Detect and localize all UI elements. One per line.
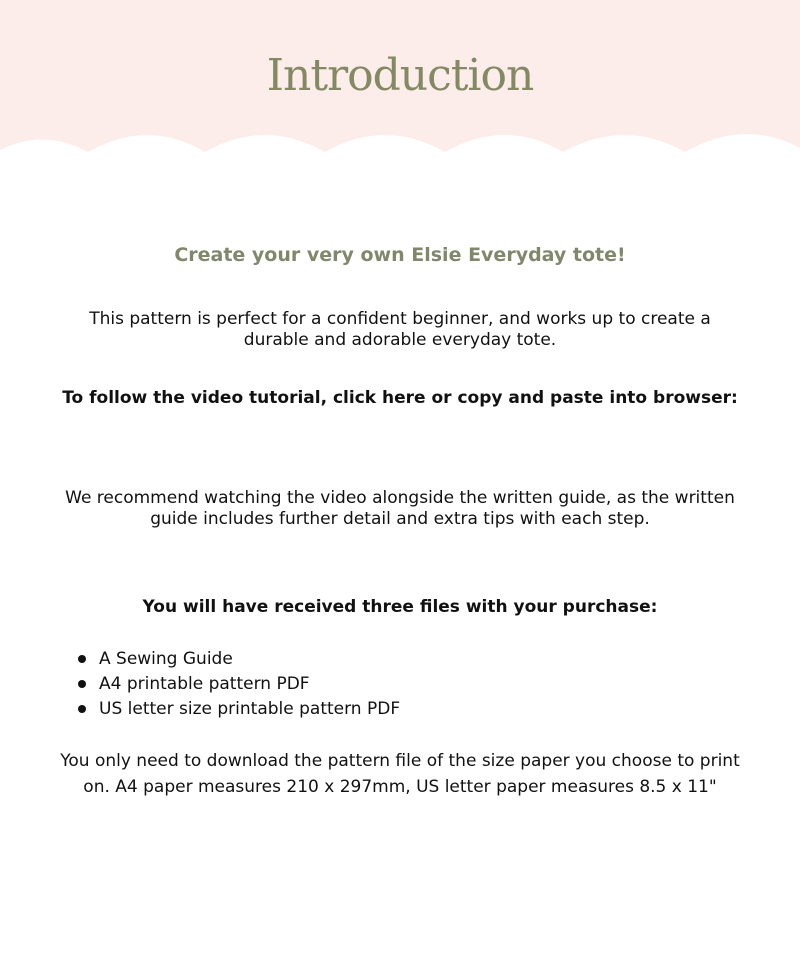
- list-item: [76, 647, 400, 672]
- scalloped-header: [0, 0, 800, 175]
- page-title: Introduction: [266, 50, 534, 101]
- list-item: [76, 697, 400, 722]
- list-item: [76, 672, 400, 697]
- list-item-label: A4 printable pattern PDF: [99, 674, 310, 694]
- video-tutorial-note[interactable]: To follow the video tutorial, click here or copy and paste into browser:: [62, 388, 738, 408]
- bullet-icon: [78, 705, 86, 713]
- intro-paragraph: This pattern is perfect for a confident beginner, and works up to create a durable and adorable everyday tote.: [89, 309, 711, 350]
- files-heading: You will have received three files with your purchase:: [142, 597, 658, 617]
- recommendation-paragraph: We recommend watching the video alongside the written guide, as the written guide includes further detail and extra tips with each step.: [65, 488, 735, 529]
- files-list: [76, 647, 400, 722]
- list-item-label: US letter size printable pattern PDF: [99, 699, 401, 719]
- bullet-icon: [78, 655, 86, 663]
- list-item-label: A Sewing Guide: [99, 649, 233, 669]
- bullet-icon: [78, 680, 86, 688]
- subtitle: Create your very own Elsie Everyday tote!: [174, 244, 626, 266]
- download-note: You only need to download the pattern file of the size paper you choose to print on. A4 paper measures 210 x 297mm, US letter paper measures 8.5 x 11": [60, 751, 740, 797]
